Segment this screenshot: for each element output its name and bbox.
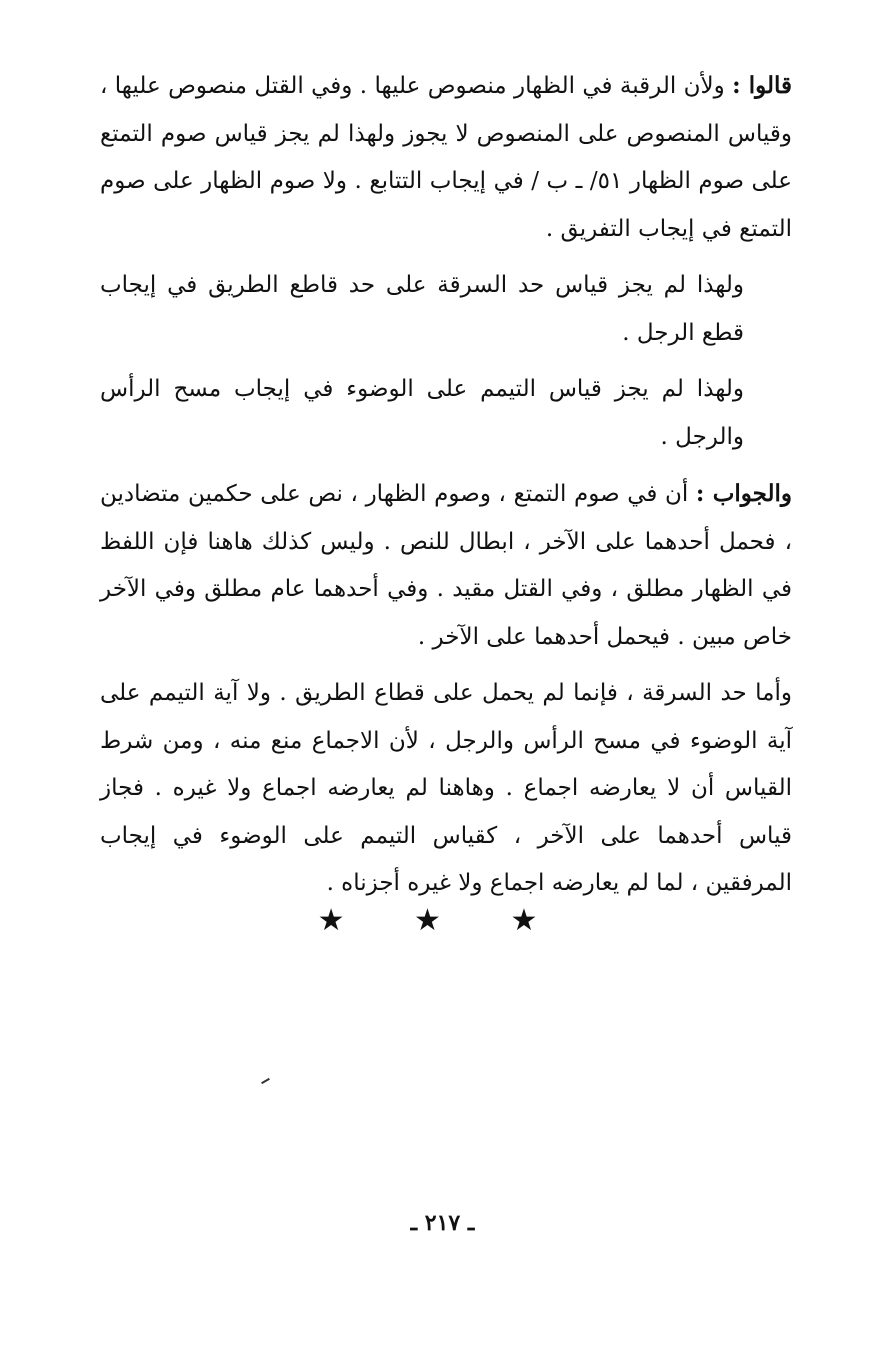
paragraph-text: ولهذا لم يجز قياس حد السرقة على حد قاطع الطريق في إيجاب قطع الرجل . — [100, 272, 744, 346]
paragraph-theft-reply — [100, 670, 792, 908]
paragraph-lead: والجواب : — [695, 480, 792, 507]
paragraph-text: أن في صوم التمتع ، وصوم الظهار ، نص على حكمين متضادين ، فحمل أحدهما على الآخر ، ابطال للنص . وليس كذلك هاهنا فإن اللفظ في الظهار مطلق ، وفي القتل مقيد . وفي أحدهما عام مطلق وفي الآخر خاص مبين . فيحمل أحدهما على الآخر . — [100, 481, 792, 650]
paragraph-tayammum — [100, 366, 792, 461]
body-text — [100, 62, 792, 908]
paragraph-text: ولأن الرقبة في الظهار منصوص عليها . وفي القتل منصوص عليها ، وقياس المنصوص على المنصوص لا يجوز ولهذا لم يجز قياس صوم التمتع على صوم الظهار ٥١/ ـ ب / في إيجاب التتابع . ولا صوم الظهار على صوم التمتع في إيجاب التفريق . — [100, 73, 793, 242]
paragraph-theft-limit — [100, 262, 792, 357]
section-separator-stars: ★ ★ ★ — [317, 903, 568, 938]
paragraph-qalu — [100, 62, 792, 253]
stray-ink-mark — [261, 1078, 270, 1084]
page-number: ـ ٢١٧ ـ — [410, 1210, 475, 1236]
paragraph-text: ولهذا لم يجز قياس التيمم على الوضوء في إيجاب مسح الرأس والرجل . — [100, 376, 744, 450]
paragraph-answer — [100, 470, 792, 661]
paragraph-lead: قالوا : — [732, 72, 793, 99]
paragraph-text: وأما حد السرقة ، فإنما لم يحمل على قطاع الطريق . ولا آية التيمم على آية الوضوء في مسح الرأس والرجل ، لأن الاجماع منع منه ، ومن شرط القياس أن لا يعارضه اجماع . وهاهنا لم يعارضه اجماع ولا غيره . فجاز قياس أحدهما على الآخر ، كقياس التيمم على الوضوء في إيجاب المرفقين ، لما لم يعارضه اجماع ولا غيره أجزناه . — [100, 680, 792, 896]
